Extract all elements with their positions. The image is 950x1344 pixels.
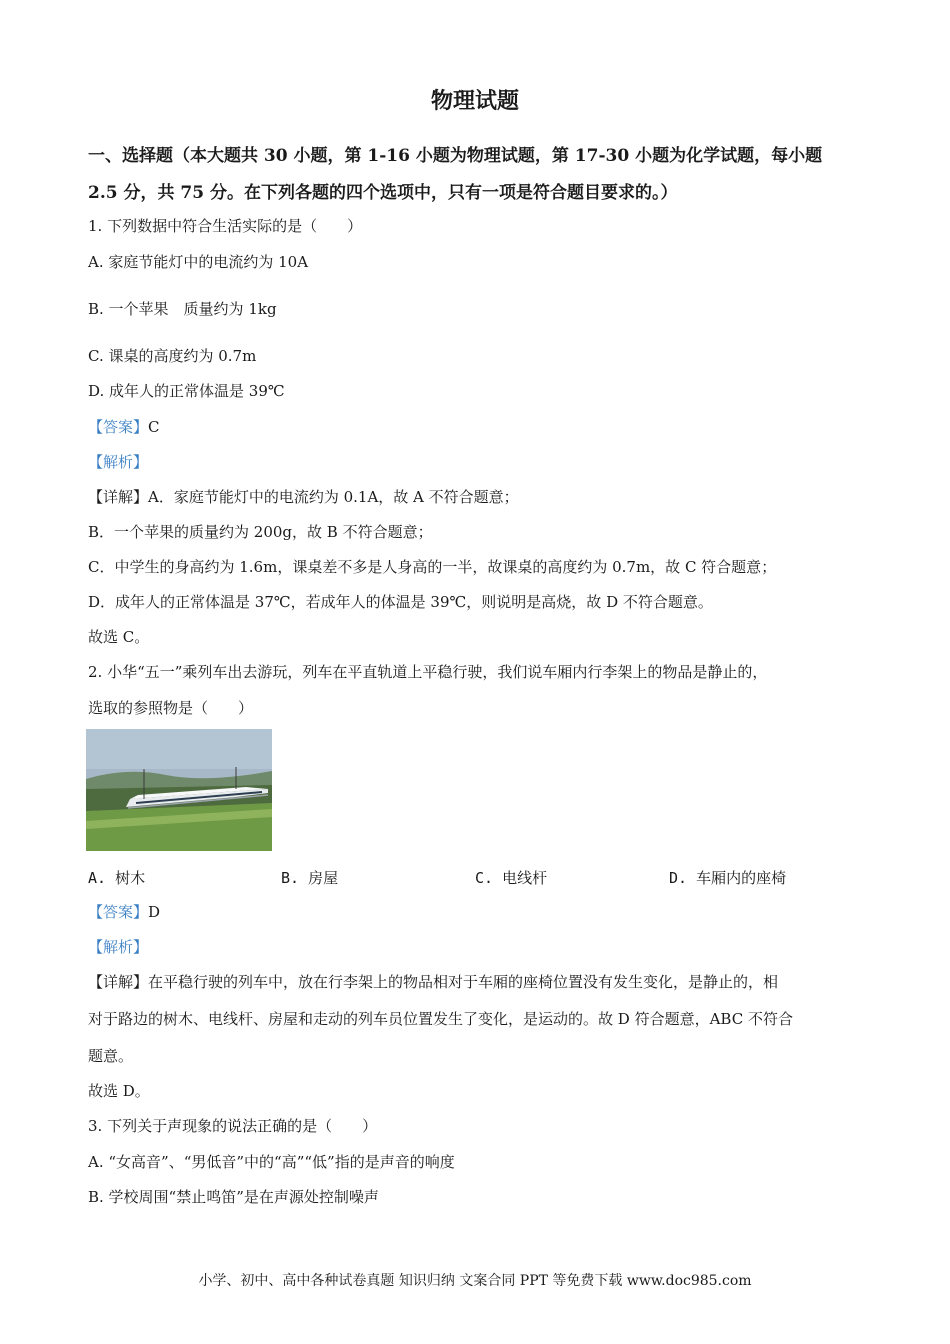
section-heading-line-2: 2.5 分，共 75 分。在下列各题的四个选项中，只有一项是符合题目要求的。） — [88, 183, 678, 203]
high-speed-train-photo — [86, 729, 272, 851]
q1-detail-line: D．成年人的正常体温是 37℃，若成年人的体温是 39℃，则说明是高烧，故 D 不符合题意。 — [88, 593, 713, 611]
q1-stem: 1. 下列数据中符合生活实际的是（ ） — [88, 217, 363, 235]
q2-detail-line: 题意。 — [88, 1047, 134, 1065]
q1-answer — [88, 416, 160, 437]
q3-option-b: B. 学校周围“禁止鸣笛”是在声源处控制噪声 — [88, 1188, 379, 1206]
section-heading-line-1: 一、选择题（本大题共 30 小题，第 1-16 小题为物理试题，第 17-30 小题为化学试题，每小题 — [88, 146, 823, 166]
q2-stem-line-2: 选取的参照物是（ ） — [88, 699, 254, 717]
q1-option-b: B. 一个苹果 质量约为 1kg — [88, 300, 277, 318]
q3-stem: 3. 下列关于声现象的说法正确的是（ ） — [88, 1117, 378, 1135]
q1-option-c: C. 课桌的高度约为 0.7m — [88, 347, 257, 365]
q1-detail-line: 【详解】A．家庭节能灯中的电流约为 0.1A，故 A 不符合题意； — [88, 488, 519, 506]
q2-option-d: D. 车厢内的座椅 — [669, 869, 787, 887]
q2-stem-line-1: 2. 小华“五一”乘列车出去游玩，列车在平直轨道上平稳行驶，我们说车厢内行李架上的物品是静止的， — [88, 663, 768, 681]
page-footer: 小学、初中、高中各种试卷真题 知识归纳 文案合同 PPT 等免费下载 www.doc985.com — [198, 1273, 752, 1289]
q1-option-d: D. 成年人的正常体温是 39℃ — [88, 382, 285, 400]
q1-analysis-tag: 【解析】 — [88, 453, 149, 471]
q2-option-a: A. 树木 — [88, 869, 146, 887]
q1-answer-tag: 【答案】 — [88, 418, 149, 436]
q3-option-a: A. “女高音”、“男低音”中的“高”“低”指的是声音的响度 — [88, 1153, 455, 1171]
q2-analysis-tag: 【解析】 — [88, 938, 149, 956]
q1-detail-line: B．一个苹果的质量约为 200g，故 B 不符合题意； — [88, 523, 433, 541]
q2-option-c: C. 电线杆 — [475, 869, 548, 887]
page-title: 物理试题 — [430, 88, 519, 114]
q1-answer-value: C — [148, 418, 160, 436]
q2-answer-value: D — [148, 903, 161, 921]
q1-option-a: A. 家庭节能灯中的电流约为 10A — [88, 253, 309, 271]
q2-detail-line: 对于路边的树木、电线杆、房屋和走动的列车员位置发生了变化，是运动的。故 D 符合题意，ABC 不符合 — [88, 1010, 793, 1028]
q2-conclusion: 故选 D。 — [88, 1082, 150, 1100]
q2-option-b: B. 房屋 — [281, 869, 339, 887]
q1-conclusion: 故选 C。 — [88, 628, 150, 646]
q2-detail-line: 【详解】在平稳行驶的列车中，放在行李架上的物品相对于车厢的座椅位置没有发生变化，是静止的，相 — [88, 973, 779, 991]
q2-answer — [88, 901, 160, 922]
q1-detail-line: C．中学生的身高约为 1.6m，课桌差不多是人身高的一半，故课桌的高度约为 0.7m，故 C 符合题意； — [88, 558, 777, 576]
q2-answer-tag: 【答案】 — [88, 903, 149, 921]
